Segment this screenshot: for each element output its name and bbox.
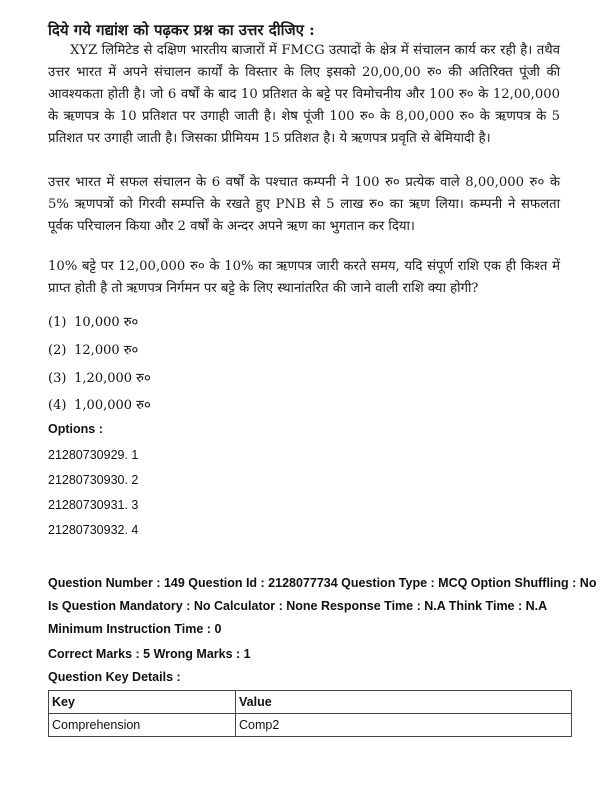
passage-paragraph-1: XYZ लिमिटेड से दक्षिण भारतीय बाजारों में FMCG उत्पादों के क्षेत्र में संचालन कार्य कर रही है। तथैव उत्तर भारत में अपने संचालन कार्यों के विस्तार के लिए इसको 20,00,00 रु० की अतिरिक्त पूंजी की आवश्यकता होती है। जो 6 वर्षों के बाद 10 प्रतिशत के बट्टे पर विमोचनीय और 100 रु० के 12,00,000 के ऋणपत्र के 10 प्रतिशत पर उगाही जाती है। शेष पूंजी 100 रु० के 8,00,000 रु० के ऋणपत्र के 5 प्रतिशत पर उगाही जाती है। जिसका प्रीमियम 15 प्रतिशत है। ये ऋणपत्र प्रवृति से बेमियादी है। — [48, 43, 560, 146]
option-id-2: 21280730930. 2 — [48, 473, 139, 487]
question-text: 10% बट्टे पर 12,00,000 रु० के 10% का ऋणपत्र जारी करते समय, यदि संपूर्ण राशि एक ही किश्त में प्राप्त होती है तो ऋणपत्र निर्गमन पर बट्टे के लिए स्थानांतरित की जाने वाली राशि क्या होगी? — [48, 259, 560, 296]
value-cell: Comp2 — [236, 714, 572, 737]
option-id-1: 21280730929. 1 — [48, 448, 139, 462]
choice-4 — [48, 395, 151, 413]
choice-text: 1,00,000 रु० — [74, 398, 151, 413]
question-meta-line-1: Question Number : 149 Question Id : 2128077734 Question Type : MCQ Option Shuffling : No — [48, 576, 597, 590]
key-table — [48, 690, 572, 737]
choice-number: (2) — [48, 343, 67, 358]
choice-number: (1) — [48, 315, 67, 330]
choice-3 — [48, 368, 151, 386]
choice-number: (4) — [48, 398, 67, 413]
question-meta-line-2: Is Question Mandatory : No Calculator : None Response Time : N.A Think Time : N.A — [48, 599, 548, 613]
question-meta-line-3: Minimum Instruction Time : 0 — [48, 622, 222, 636]
value-column-header: Value — [236, 691, 572, 714]
key-column-header: Key — [49, 691, 236, 714]
passage-heading: दिये गये गद्यांश को पढ़कर प्रश्न का उत्तर दीजिए : — [48, 21, 315, 39]
options-label: Options : — [48, 422, 103, 436]
option-id-4: 21280730932. 4 — [48, 523, 139, 537]
table-row — [49, 714, 572, 737]
choice-text: 1,20,000 रु० — [74, 371, 151, 386]
choice-1 — [48, 312, 138, 330]
choice-number: (3) — [48, 371, 67, 386]
option-id-3: 21280730931. 3 — [48, 498, 139, 512]
choice-text: 10,000 रु० — [74, 315, 139, 330]
choice-2 — [48, 340, 138, 358]
marks-info: Correct Marks : 5 Wrong Marks : 1 — [48, 647, 251, 661]
passage-paragraph-2: उत्तर भारत में सफल संचालन के 6 वर्षों के पश्चात कम्पनी ने 100 रु० प्रत्येक वाले 8,00,000 रु० के 5% ऋणपत्रों को गिरवी सम्पत्ति के रखते हुए PNB से 5 लाख रु० का ऋण लिया। कम्पनी ने सफलता पूर्वक परिचालन किया और 2 वर्षों के अन्दर अपने ऋण का भुगतान कर दिया। — [48, 175, 560, 234]
key-table-header-row — [49, 691, 572, 714]
key-details-label: Question Key Details : — [48, 670, 181, 684]
key-cell: Comprehension — [49, 714, 236, 737]
choice-text: 12,000 रु० — [74, 343, 139, 358]
